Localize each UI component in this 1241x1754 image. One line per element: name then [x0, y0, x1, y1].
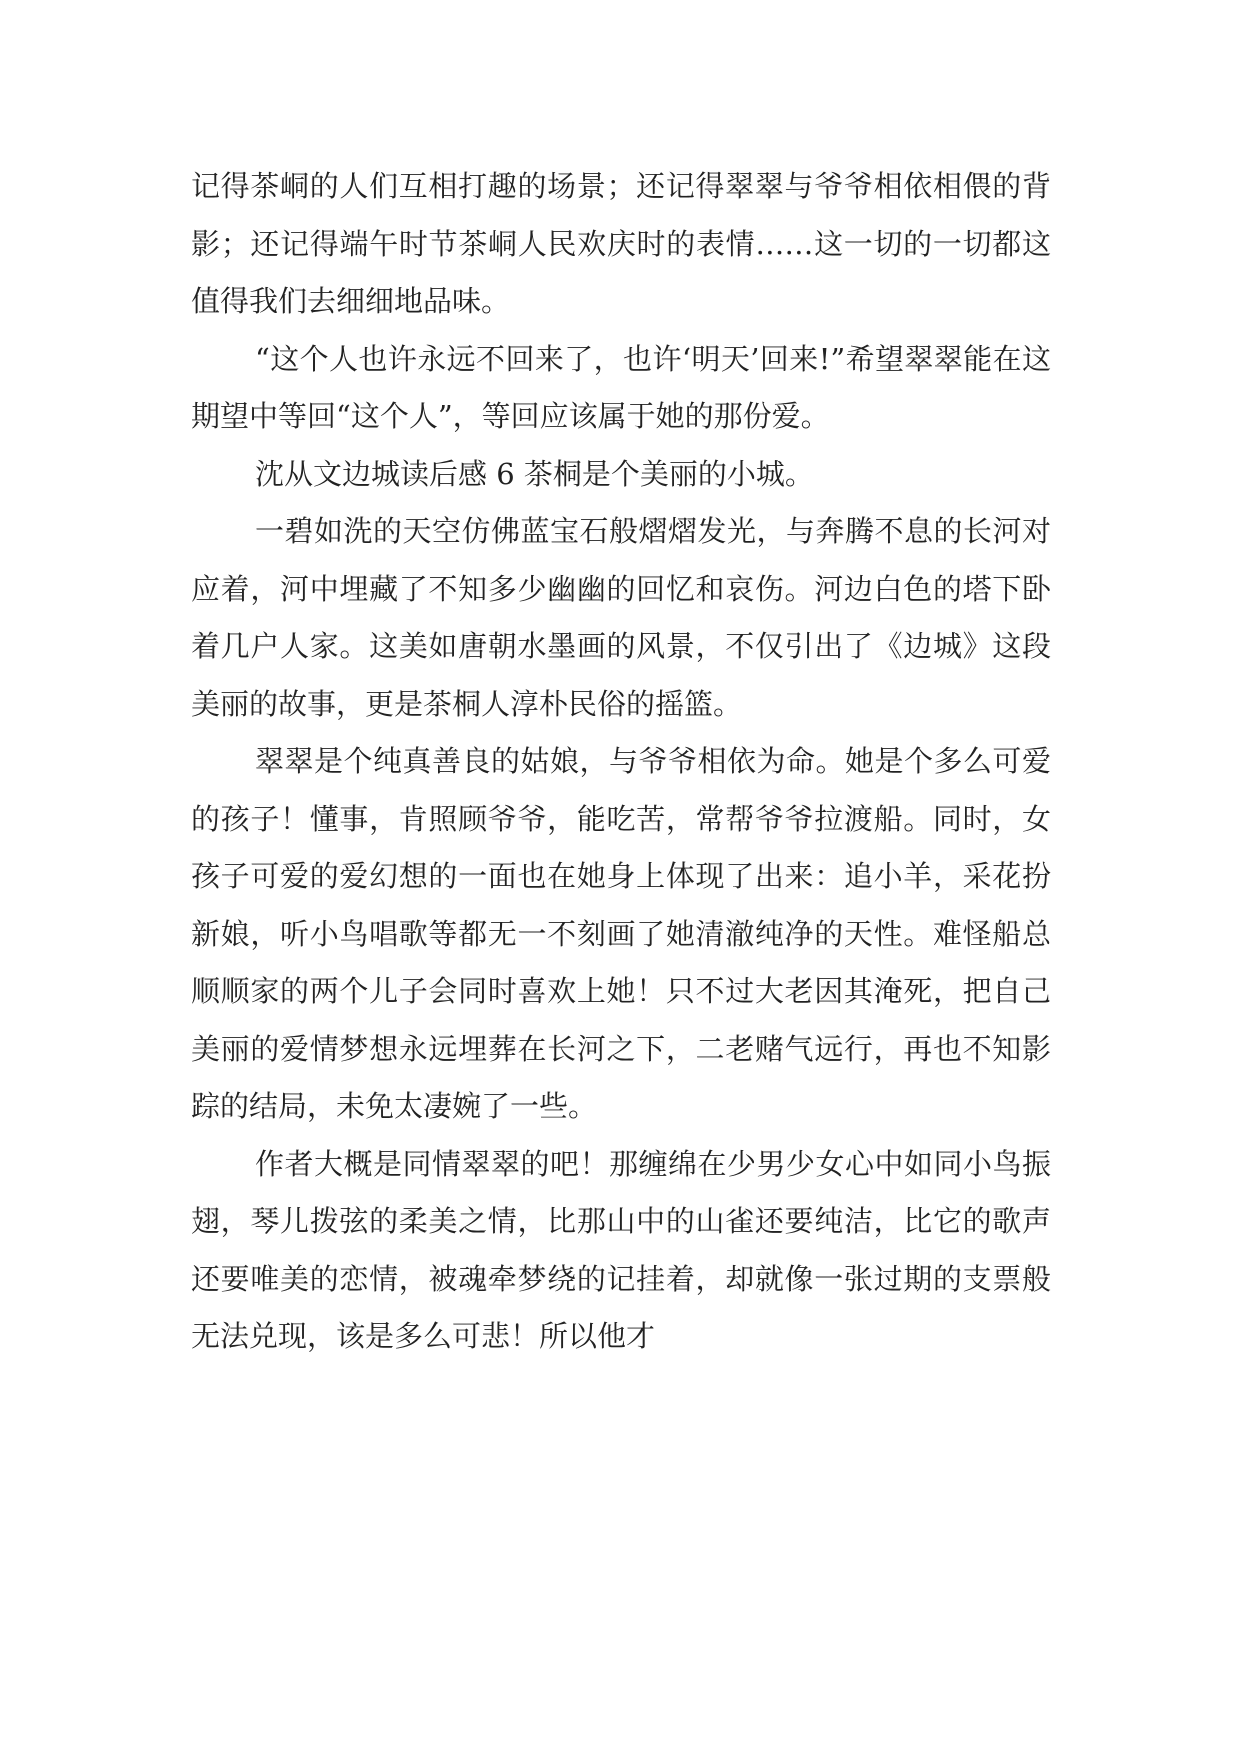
paragraph-4: 一碧如洗的天空仿佛蓝宝石般熠熠发光，与奔腾不息的长河对应着，河中埋藏了不知多少幽幽的回忆和哀伤。河边白色的塔下卧着几户人家。这美如唐朝水墨画的风景，不仅引出了《边城》这段美丽的故事，更是茶桐人淳朴民俗的摇篮。 — [191, 514, 1051, 721]
paragraph-3: 沈从文边城读后感 6 茶桐是个美丽的小城。 — [255, 456, 814, 491]
paragraph-2: “这个人也许永远不回来了，也许‘明天’回来!”希望翠翠能在这期望中等回“这个人”，等回应该属于她的那份爱。 — [191, 341, 1051, 433]
paragraph-5: 翠翠是个纯真善良的姑娘，与爷爷相依为命。她是个多么可爱的孩子！懂事，肯照顾爷爷，能吃苦，常帮爷爷拉渡船。同时，女孩子可爱的爱幻想的一面也在她身上体现了出来：追小羊，采花扮新娘，听小鸟唱歌等都无一不刻画了她清澈纯净的天性。难怪船总顺顺家的两个儿子会同时喜欢上她！只不过大老因其淹死，把自己美丽的爱情梦想永远埋葬在长河之下，二老赌气远行，再也不知影踪的结局，未免太凄婉了一些。 — [191, 744, 1051, 1123]
document-body — [191, 158, 1051, 1366]
paragraph-6: 作者大概是同情翠翠的吧！那缠绵在少男少女心中如同小鸟振翅，琴儿拨弦的柔美之情，比那山中的山雀还要纯洁，比它的歌声还要唯美的恋情，被魂牵梦绕的记挂着，却就像一张过期的支票般无法兑现，该是多么可悲！所以他才 — [191, 1146, 1051, 1353]
paragraph-1: 记得茶峒的人们互相打趣的场景；还记得翠翠与爷爷相依相偎的背影；还记得端午时节茶峒人民欢庆时的表情……这一切的一切都这值得我们去细细地品味。 — [191, 169, 1051, 318]
